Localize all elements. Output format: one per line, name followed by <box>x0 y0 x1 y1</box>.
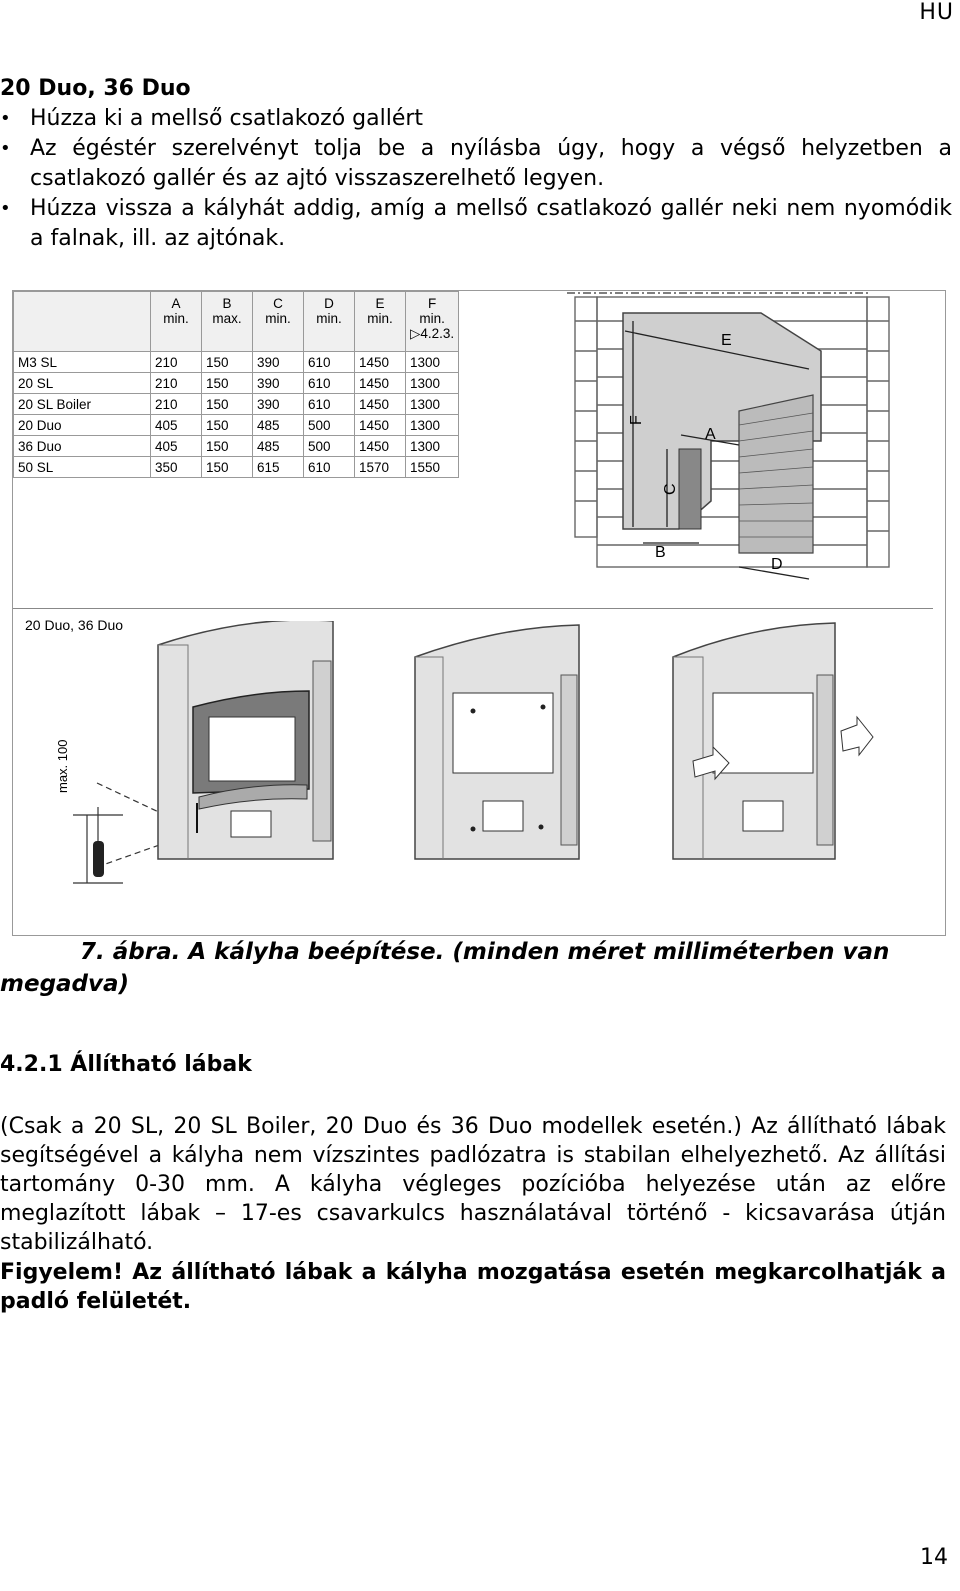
table-corner <box>14 292 151 352</box>
figure-caption: 7. ábra. A kályha beépítése. (minden méret milliméterben van megadva) <box>0 939 890 997</box>
figure-separator <box>13 608 933 609</box>
list-item: • Húzza vissza a kályhát addig, amíg a mellső csatlakozó gallér neki nem nyomódik a falnak, ill. az ajtónak. <box>0 194 952 254</box>
wall-niche-diagram <box>561 291 946 591</box>
instruction-list <box>0 104 952 254</box>
table-row: 50 SL 350 150 615 610 1570 1550 <box>14 457 459 478</box>
list-item: • Az égéstér szerelvényt tolja be a nyílásba úgy, hogy a végső helyzetben a csatlakozó gallér és az ajtó visszaszerelhető legyen. <box>0 134 952 194</box>
table-row: 36 Duo 405 150 485 500 1450 1300 <box>14 436 459 457</box>
col-header-a: A min. <box>151 292 202 352</box>
col-header-b: B max. <box>202 292 253 352</box>
col-header-d: D min. <box>304 292 355 352</box>
stove-step-3 <box>673 623 873 859</box>
dim-label-a: A <box>705 426 716 443</box>
stove-step-2 <box>415 625 579 859</box>
page-number: 14 <box>920 1545 948 1570</box>
body-paragraph: (Csak a 20 SL, 20 SL Boiler, 20 Duo és 36 Duo modellek esetén.) Az állítható lábak segítségével a kályha nem vízszintes padlózatra is stabilan elhelyezhető. Az állítási tartomány 0-30 mm. A kályha végleges pozícióba helyezése után az előre meglazított lábak – 17-es csavarkulcs használatával történő - kicsavarása útján stabilizálható. <box>0 1114 946 1255</box>
dim-label-d: D <box>771 556 783 573</box>
warning-text: Figyelem! Az állítható lábak a kályha mozgatása esetén megkarcolhatják a padló felületét. <box>0 1260 946 1314</box>
max-height-label: max. 100 <box>55 739 70 793</box>
dimension-table <box>13 291 459 478</box>
list-item: • Húzza ki a mellső csatlakozó gallért <box>0 104 952 134</box>
table-row: M3 SL 210 150 390 610 1450 1300 <box>14 352 459 373</box>
table-row: 20 SL Boiler 210 150 390 610 1450 1300 <box>14 394 459 415</box>
col-header-c: C min. <box>253 292 304 352</box>
col-header-e: E min. <box>355 292 406 352</box>
language-code: HU <box>919 0 954 25</box>
stove-step-1 <box>158 621 333 859</box>
dim-label-e: E <box>721 332 732 349</box>
dim-label-b: B <box>655 544 666 561</box>
subsection-title: 4.2.1 Állítható lábak <box>0 1052 252 1077</box>
dim-label-c: C <box>662 483 679 495</box>
col-header-f: F min. ▷4.2.3. <box>406 292 459 352</box>
stove-install-steps <box>13 621 945 936</box>
installation-figure <box>12 290 946 936</box>
dim-label-f: F <box>628 415 645 425</box>
table-row: 20 SL 210 150 390 610 1450 1300 <box>14 373 459 394</box>
figure-sub-label: 20 Duo, 36 Duo <box>25 617 124 633</box>
section-title: 20 Duo, 36 Duo <box>0 76 191 101</box>
table-row: 20 Duo 405 150 485 500 1450 1300 <box>14 415 459 436</box>
